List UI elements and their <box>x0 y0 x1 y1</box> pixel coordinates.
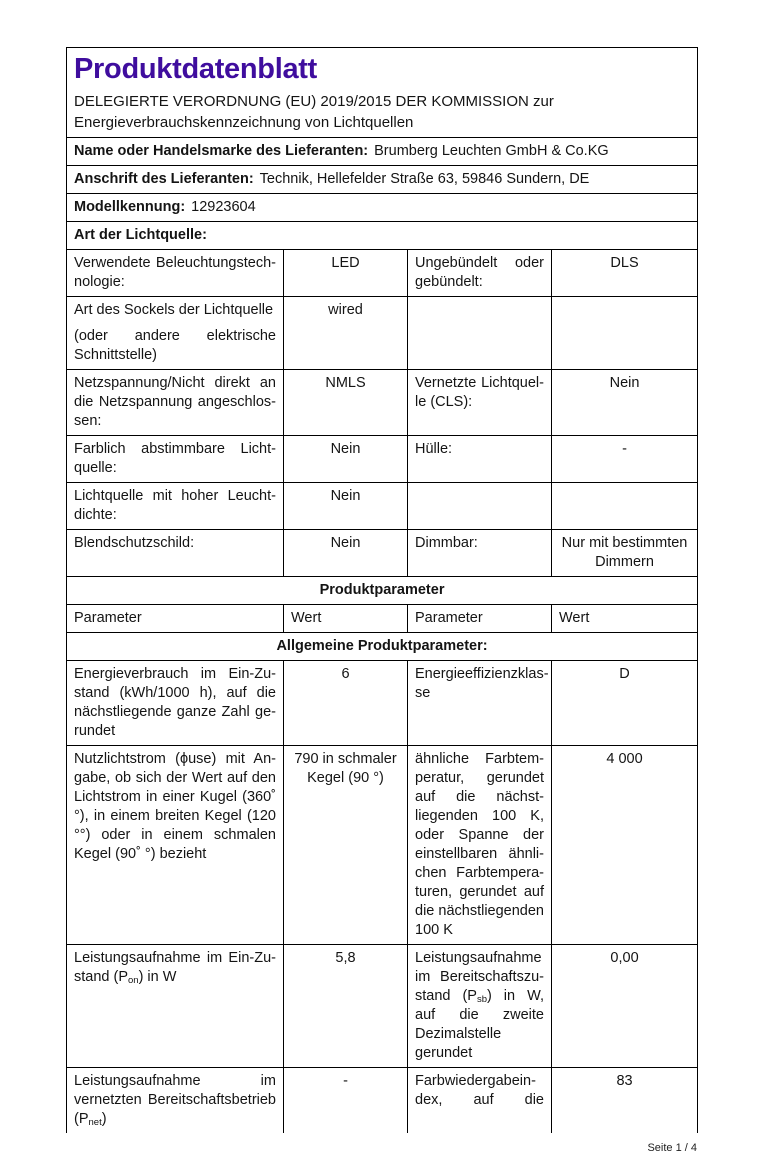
subsection-title: Allgemeine Produktparameter: <box>67 633 698 661</box>
param-value-cell: wired <box>284 297 408 370</box>
param-value-cell: 6 <box>284 661 408 746</box>
supplier-name-cell <box>67 138 698 166</box>
datasheet-table <box>66 47 698 1133</box>
regulation-line-1: DELEGIERTE VERORDNUNG (EU) 2019/2015 DER KOMMISSION zur <box>74 93 554 110</box>
param-value-cell: 83 <box>552 1068 698 1134</box>
param-label-cell: Netzspannung/Nicht direkt an die Netzspannung angeschlossen: <box>67 370 284 436</box>
param-label-text: ) in W <box>138 969 177 985</box>
param-value-cell: Nur mit bestimmten Dimmern <box>552 530 698 577</box>
param-value-cell: D <box>552 661 698 746</box>
param-value-cell: DLS <box>552 250 698 297</box>
param-label-cell: Blendschutzschild: <box>67 530 284 577</box>
supplier-name-value: Brumberg Leuchten GmbH & Co.KG <box>374 143 609 159</box>
supplier-name-row <box>67 138 698 166</box>
param-value-cell: - <box>284 1068 408 1134</box>
model-id-value: 12923604 <box>191 199 256 215</box>
param-label-cell <box>67 945 284 1068</box>
param-label-cell: Vernetzte Lichtquelle (CLS): <box>408 370 552 436</box>
param-label-cell: Dimmbar: <box>408 530 552 577</box>
param-value-cell: LED <box>284 250 408 297</box>
param-label-cell: ähnliche Farbtemperatur, gerundet auf die nächstliegenden 100 K, oder Spanne der einstellbaren ähnlichen Farbtemperaturen, gerundet auf die nächstliegenden 100 K <box>408 746 552 945</box>
param-value-cell: Nein <box>284 483 408 530</box>
supplier-address-label: Anschrift des Lieferanten: <box>74 171 254 187</box>
param-value-cell: NMLS <box>284 370 408 436</box>
datasheet <box>66 47 697 1133</box>
supplier-name-label: Name oder Handelsmarke des Lieferanten: <box>74 143 369 159</box>
param-label-cell: Ungebündelt oder gebündelt: <box>408 250 552 297</box>
column-header-wert-2: Wert <box>552 605 698 633</box>
page-title: Produktdatenblatt <box>74 53 318 85</box>
param-value-cell: Nein <box>284 530 408 577</box>
table-row <box>67 297 698 370</box>
supplier-address-cell <box>67 166 698 194</box>
param-label-cell: Verwendete Beleuchtungstechnologie: <box>67 250 284 297</box>
param-label-text: ) <box>101 1111 107 1127</box>
param-label-text: ) in W, auf die zweite Dezimalstelle gerundet <box>415 988 544 1061</box>
param-value-cell: Nein <box>552 370 698 436</box>
table-row <box>67 483 698 530</box>
table-row <box>67 370 698 436</box>
model-id-row <box>67 194 698 222</box>
model-id-label: Modellkennung: <box>74 199 186 215</box>
param-value-cell: 0,00 <box>552 945 698 1068</box>
supplier-address-row <box>67 166 698 194</box>
param-value-cell <box>552 297 698 370</box>
title-block-row <box>67 48 698 138</box>
param-label-subscript: sb <box>476 994 487 1005</box>
subsection-header-row <box>67 633 698 661</box>
param-label-line-2: (oder andere elektrische Schnittstelle) <box>74 328 276 363</box>
column-header-row <box>67 605 698 633</box>
table-row <box>67 250 698 297</box>
param-label-cell <box>408 297 552 370</box>
param-label-cell: Energieverbrauch im Ein-Zustand (kWh/1000 h), auf die nächstliegende ganze Zahl gerundet <box>67 661 284 746</box>
param-label-cell: Energieeffizienzklasse <box>408 661 552 746</box>
param-label-text: Leistungsaufnahme im Bereitschaftszustand (P <box>415 950 544 1004</box>
param-label-subscript: on <box>128 975 139 986</box>
param-value-cell: 4 000 <box>552 746 698 945</box>
light-source-type-cell <box>67 222 698 250</box>
param-label-cell <box>408 945 552 1068</box>
param-value-cell <box>552 483 698 530</box>
param-label-cell: Farbwiedergabeindex, auf die <box>408 1068 552 1134</box>
section-title: Produktparameter <box>67 577 698 605</box>
param-label-text: Leistungsaufnahme im Ein-Zustand (P <box>74 950 276 985</box>
supplier-address-value: Technik, Hellefelder Straße 63, 59846 Sundern, DE <box>259 171 590 187</box>
param-label-cell: Hülle: <box>408 436 552 483</box>
column-header-wert-1: Wert <box>284 605 408 633</box>
table-row <box>67 1068 698 1134</box>
param-label-subscript: net <box>88 1117 102 1128</box>
param-label-cell: Nutzlichtstrom (ϕuse) mit Angabe, ob sich der Wert auf den Lichtstrom in einer Kugel (360˚ °), in einem breiten Kegel (120 °°) oder in einem schmalen Kegel (90˚ °) bezieht <box>67 746 284 945</box>
light-source-type-row <box>67 222 698 250</box>
column-header-parameter-1: Parameter <box>67 605 284 633</box>
param-label-text: Leistungsaufnahme im vernetzten Bereitschaftsbetrieb (P <box>74 1073 276 1127</box>
param-label-line-1: Art des Sockels der Lichtquelle <box>74 302 274 318</box>
param-label-cell: Lichtquelle mit hoher Leuchtdichte: <box>67 483 284 530</box>
regulation-line-2: Energieverbrauchskennzeichnung von Lichtquellen <box>74 114 414 131</box>
table-row <box>67 945 698 1068</box>
table-row <box>67 436 698 483</box>
column-header-parameter-2: Parameter <box>408 605 552 633</box>
table-row <box>67 661 698 746</box>
param-value-cell: 5,8 <box>284 945 408 1068</box>
param-label-cell <box>408 483 552 530</box>
title-cell <box>67 48 698 138</box>
section-header-row <box>67 577 698 605</box>
param-label-cell: Farblich abstimmbare Lichtquelle: <box>67 436 284 483</box>
table-row <box>67 530 698 577</box>
param-value-cell: - <box>552 436 698 483</box>
param-value-cell: 790 in schmaler Kegel (90 °) <box>284 746 408 945</box>
param-value-cell: Nein <box>284 436 408 483</box>
page-number: Seite 1 / 4 <box>647 1142 697 1154</box>
light-source-type-label: Art der Lichtquelle: <box>74 227 207 243</box>
param-label-cell <box>67 297 284 370</box>
model-id-cell <box>67 194 698 222</box>
table-row <box>67 746 698 945</box>
param-label-cell <box>67 1068 284 1134</box>
